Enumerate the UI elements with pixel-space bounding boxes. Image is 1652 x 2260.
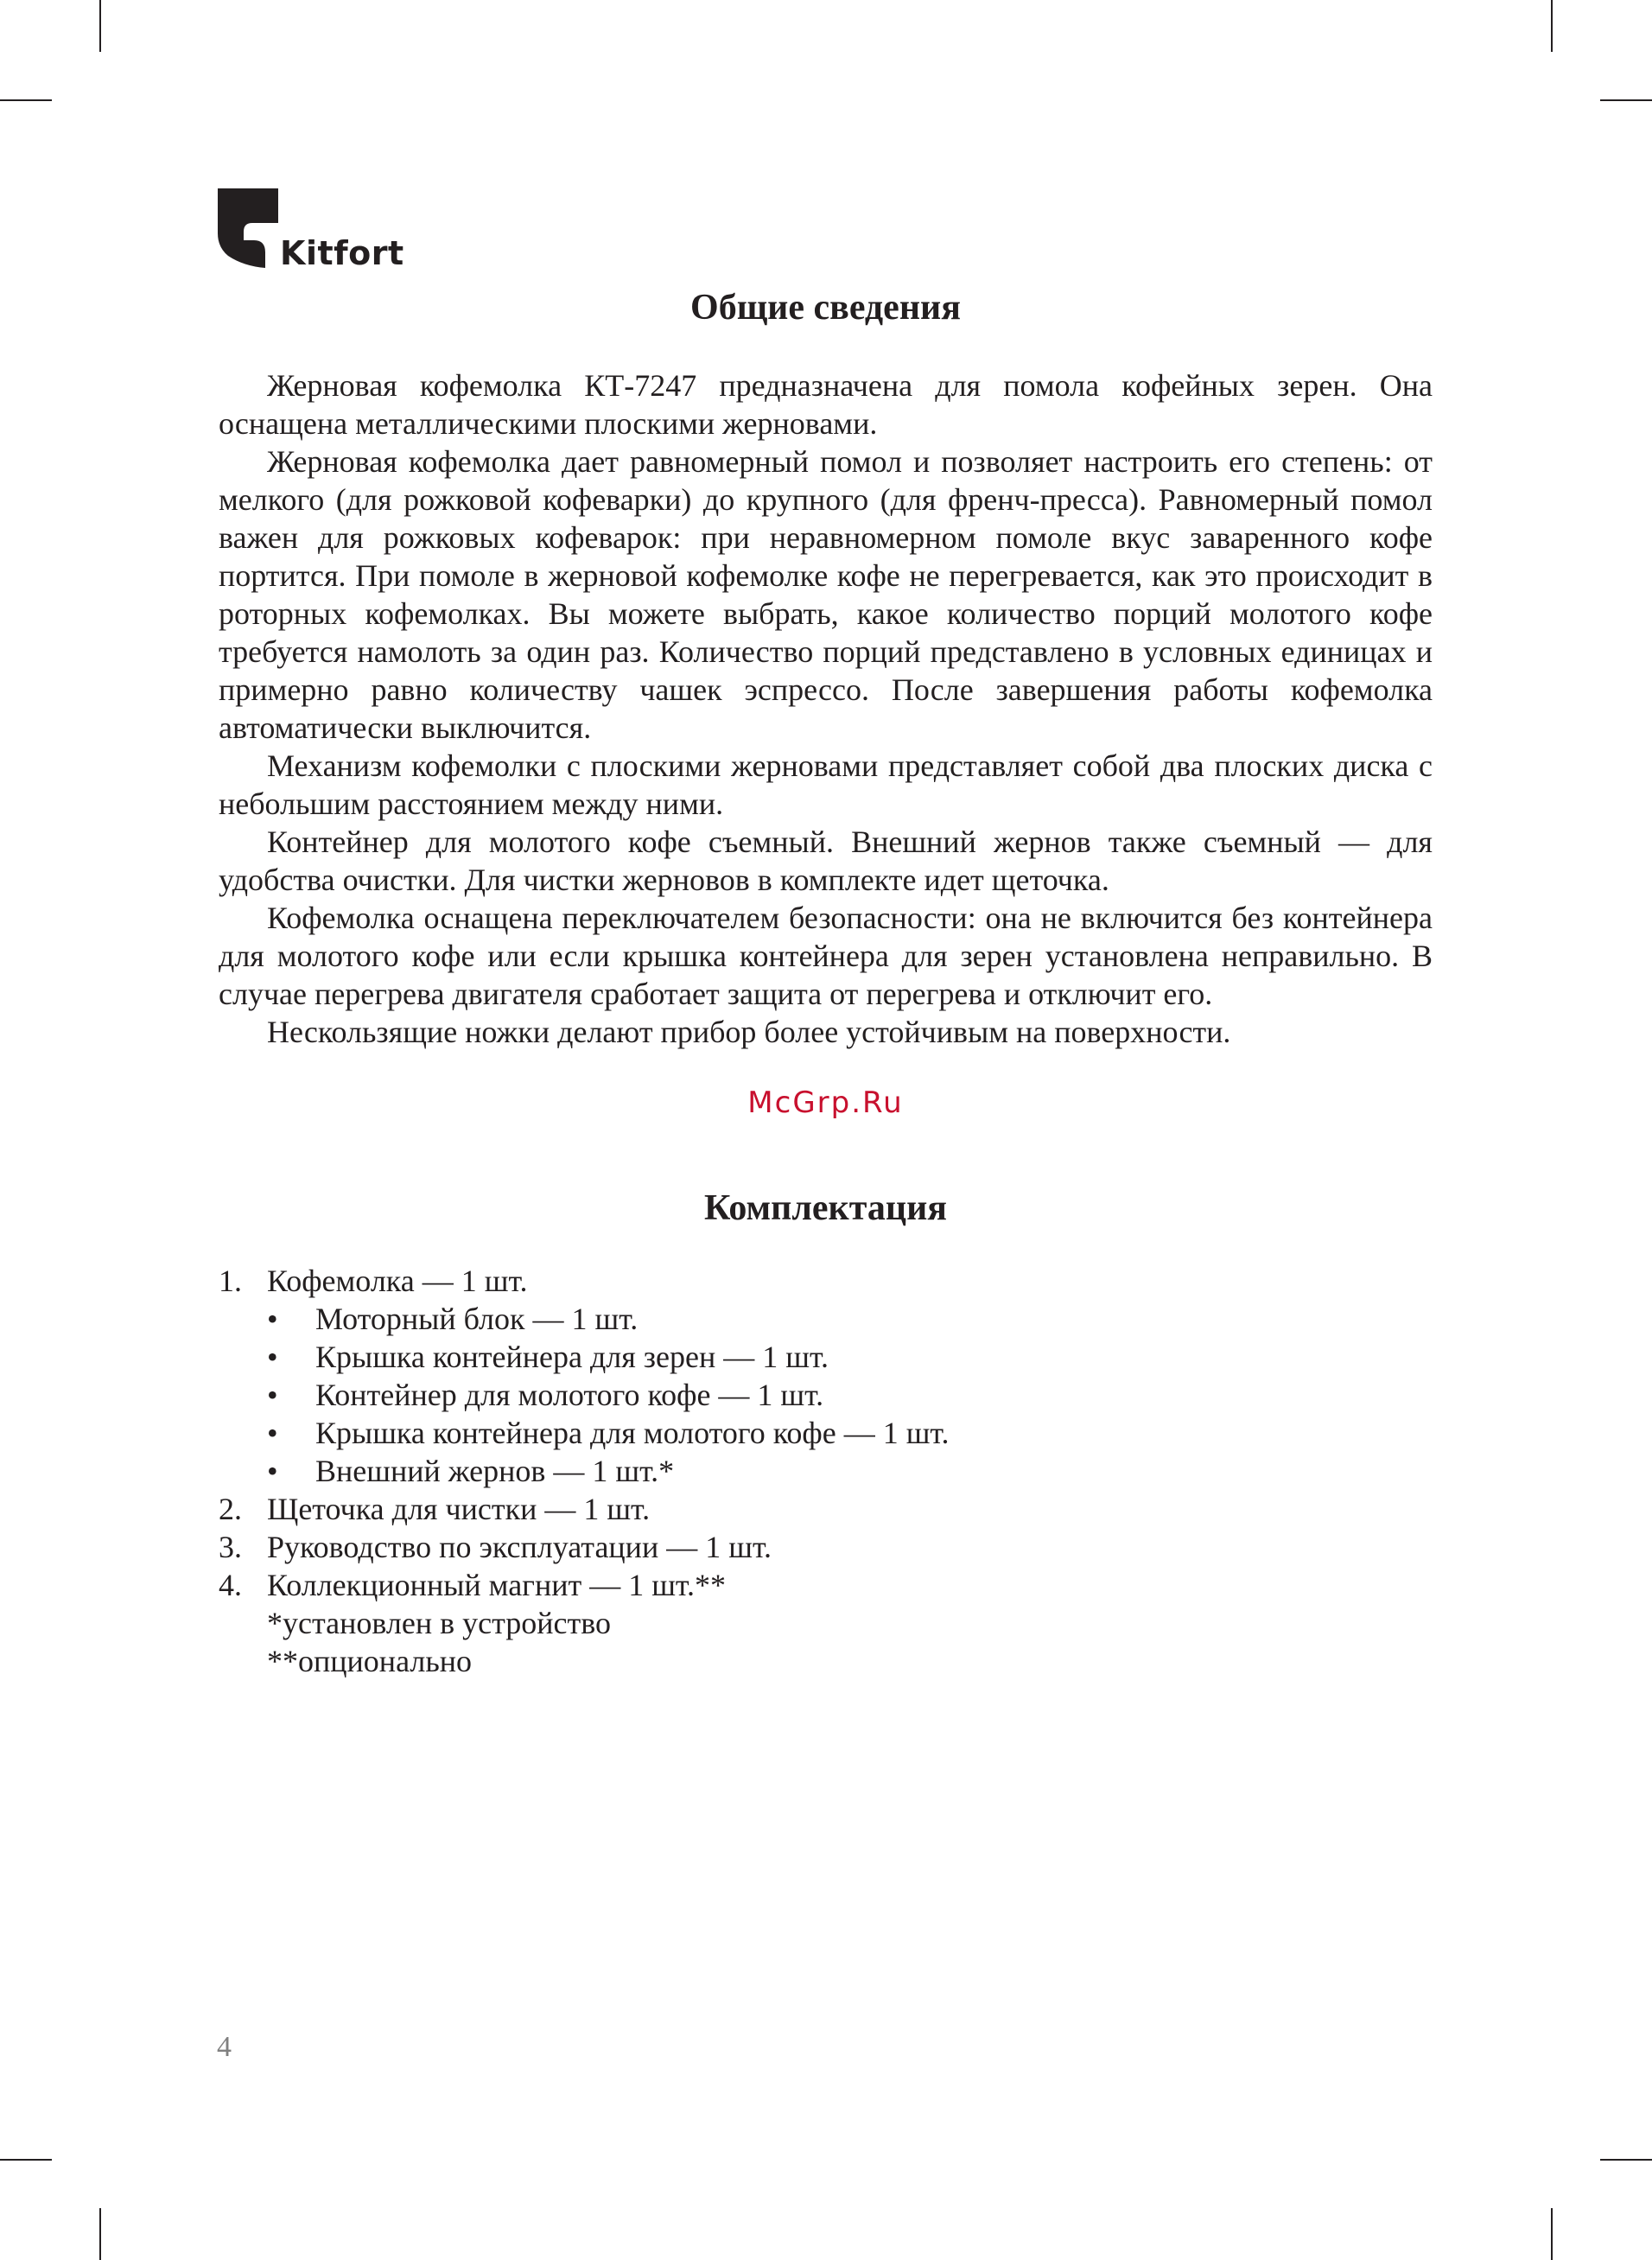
paragraph: Жерновая кофемолка КТ-7247 предназначена для помола кофейных зерен. Она оснащена металлическими плоскими жерновами. [219, 368, 1433, 441]
sub-list-item-text: Крышка контейнера для зерен — 1 шт. [315, 1340, 829, 1374]
crop-mark-top-right-vertical [1551, 0, 1553, 52]
list-number: 3. [219, 1530, 242, 1564]
bullet-icon: • [267, 1378, 278, 1412]
paragraph: Контейнер для молотого кофе съемный. Внешний жернов также съемный — для удобства очистки. Для чистки жерновов в комплекте идет щеточка. [219, 824, 1433, 897]
paragraph: Жерновая кофемолка дает равномерный помол и позволяет настроить его степень: от мелкого (для рожковой кофеварки) до крупного (для френч-пресса). Равномерный помол важен для рожковых кофеварок: при неравномерном помоле вкус заваренного кофе портится. При помоле в жерновой кофемолке кофе не перегревается, как это происходит в роторных кофемолках. Вы можете выбрать, какое количество порций молотого кофе требуется намолоть за один раз. Количество порций представлено в условных единицах и примерно равно количеству чашек эспрессо. После завершения работы кофемолка автоматически выключится. [219, 444, 1433, 745]
list-number: 4. [219, 1568, 242, 1602]
paragraph: Механизм кофемолки с плоскими жерновами представляет собой два плоских диска с небольшим расстоянием между ними. [219, 748, 1433, 821]
list-item-text: Коллекционный магнит — 1 шт.** [267, 1568, 726, 1602]
sub-list-item [267, 1338, 1433, 1376]
document-content [219, 277, 1433, 1680]
footnote-installed: *установлен в устройство [267, 1606, 612, 1640]
footnote-optional: **опционально [267, 1644, 473, 1678]
list-item-text: Кофемолка — 1 шт. [267, 1264, 528, 1298]
sub-list-item [267, 1300, 1433, 1338]
crop-mark-bottom-right-horizontal [1600, 2159, 1652, 2161]
list-number: 1. [219, 1264, 242, 1298]
sub-list [267, 1300, 1433, 1490]
list-item [219, 1490, 1433, 1528]
crop-mark-bottom-left-horizontal [0, 2159, 52, 2161]
bullet-icon: • [267, 1340, 278, 1374]
list-item [219, 1528, 1433, 1566]
crop-mark-top-left-vertical [99, 0, 101, 52]
section-title-kit: Комплектация [703, 1188, 948, 1228]
bullet-icon: • [267, 1416, 278, 1450]
watermark-text: McGrp.Ru [747, 1085, 904, 1120]
sub-list-item [267, 1414, 1433, 1452]
sub-list-item-text: Моторный блок — 1 шт. [315, 1302, 639, 1336]
crop-mark-bottom-left-vertical [99, 2208, 101, 2260]
paragraph: Нескользящие ножки делают прибор более устойчивым на поверхности. [267, 1015, 1231, 1049]
bullet-icon: • [267, 1454, 278, 1488]
kitfort-logo-icon [218, 188, 278, 268]
list-item-text: Щеточка для чистки — 1 шт. [267, 1492, 651, 1526]
brand-logo [218, 188, 404, 272]
list-item [219, 1566, 1433, 1604]
list-item [219, 1262, 1433, 1490]
section-title-general: Общие сведения [690, 288, 961, 328]
page-number: 4 [217, 2031, 232, 2063]
crop-mark-bottom-right-vertical [1551, 2208, 1553, 2260]
crop-mark-top-left-horizontal [0, 99, 52, 101]
sub-list-item-text: Контейнер для молотого кофе — 1 шт. [315, 1378, 824, 1412]
sub-list-item-text: Крышка контейнера для молотого кофе — 1 шт. [315, 1416, 950, 1450]
sub-list-item-text: Внешний жернов — 1 шт.* [315, 1454, 675, 1488]
sub-list-item [267, 1452, 1433, 1490]
list-item-text: Руководство по эксплуатации — 1 шт. [267, 1530, 772, 1564]
paragraph: Кофемолка оснащена переключателем безопасности: она не включится без контейнера для молотого кофе или если крышка контейнера для зерен установлена неправильно. В случае перегрева двигателя сработает защита от перегрева и отключит его. [219, 901, 1433, 1011]
crop-mark-top-right-horizontal [1600, 99, 1652, 101]
general-paragraphs [219, 366, 1433, 1051]
kit-list [219, 1262, 1433, 1604]
brand-name: Kitfort [280, 234, 404, 272]
sub-list-item [267, 1376, 1433, 1414]
bullet-icon: • [267, 1302, 278, 1336]
list-number: 2. [219, 1492, 242, 1526]
